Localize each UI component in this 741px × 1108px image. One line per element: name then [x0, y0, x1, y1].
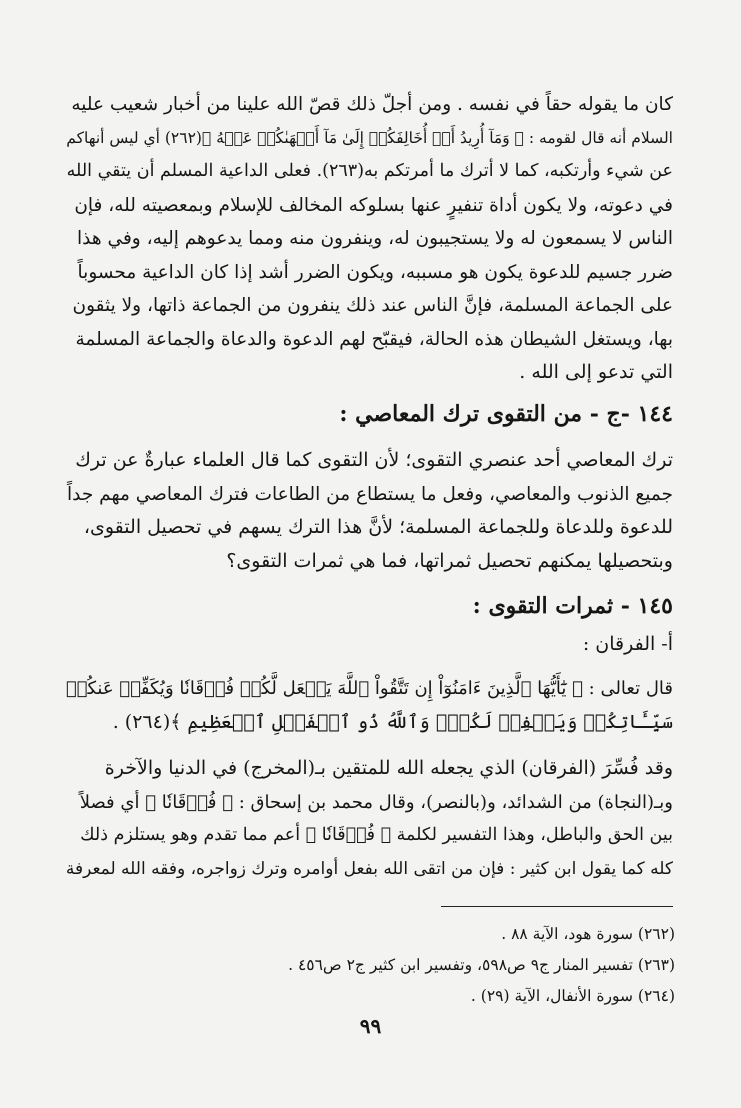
text-line: وبـ(النجاة) من الشدائد، و(بالنصر)، وقال محمد بن إسحاق : ﴿ فُرۡقَانٗا ﴾ أي فصلاً — [79, 791, 673, 813]
text-line: سَيِّـَٔاتِكُمۡ وَيَغۡفِرۡ لَكُمۡۗ وَٱللَّهُ ذُو ٱلۡفَضۡلِ ٱلۡعَظِيمِ ﴾(٢٦٤) . — [112, 710, 673, 733]
text-line: عن شيء وأرتكبه، كما لا أترك ما أمرتكم به(٢٦٣). فعلى الداعية المسلم أن يتقي الله — [66, 161, 673, 181]
paragraph-quran-verse — [66, 672, 673, 739]
paragraph-opening — [66, 88, 673, 390]
section-heading-145: ١٤٥ - ثمرات التقوى : — [472, 593, 673, 619]
text-line: الناس لا يسمعون له ولا يستجيبون له، وينفرون منه ومما يدعوهم إليه، وفي هذا — [77, 228, 673, 249]
text-line: كان ما يقوله حقاً في نفسه . ومن أجلّ ذلك قصّ الله علينا من أخبار شعيب عليه — [71, 94, 673, 115]
footnote-divider — [441, 906, 673, 907]
footnote-263: (٢٦٣) تفسير المنار ج٩ ص٥٩٨، وتفسير ابن كثير ج٢ ص٤٥٦ . — [288, 956, 675, 974]
paragraph-abandoning-sins — [66, 444, 673, 578]
text-line: وقد فُسِّرَ (الفرقان) الذي يجعله الله للمتقين بـ(المخرج) في الدنيا والآخرة — [104, 757, 673, 779]
text-line: التي تدعو إلى الله . — [519, 361, 673, 383]
text-line: ترك المعاصي أحد عنصري التقوى؛ لأن التقوى كما قال العلماء عبارةٌ عن ترك — [75, 449, 673, 471]
text-line: بين الحق والباطل، وهذا التفسير لكلمة ﴿ فُرۡقَانٗا ﴾ أعم مما تقدم وهو يستلزم ذلك — [80, 825, 673, 845]
text-line: للدعوة وللدعاة وللجماعة المسلمة؛ لأنَّ هذا الترك يسهم في تحصيل التقوى، — [83, 516, 673, 538]
footnote-262: (٢٦٢) سورة هود، الآية ٨٨ . — [501, 925, 675, 943]
text-line: السلام أنه قال لقومه : ﴿ وَمَآ أُرِيدُ أَنۡ أُخَالِفَكُمۡ إِلَىٰ مَآ أَنۡهَىٰكُمۡ عَنۡهُ ﴾(٢٦٢) أي ليس أنهاكم — [66, 128, 673, 147]
text-line: بها، ويستغل الشيطان هذه الحالة، فيقبّح لهم الدعوة والدعاة والجماعة المسلمة — [75, 328, 673, 350]
section-heading-144: ١٤٤ -ج - من التقوى ترك المعاصي : — [339, 401, 673, 427]
text-line: كله كما يقول ابن كثير : فإن من اتقى الله بفعل أوامره وترك زواجره، وفقه الله لمعرفة — [66, 858, 673, 879]
text-line: وبتحصيلها يمكنهم تحصيل ثمراتها، فما هي ثمرات التقوى؟ — [226, 549, 673, 572]
footnote-264: (٢٦٤) سورة الأنفال، الآية (٢٩) . — [470, 987, 675, 1005]
text-line: قال تعالى : ﴿ يَٰٓأَيُّهَا ٱلَّذِينَ ءَامَنُوٓاْ إِن تَتَّقُواْ ٱللَّهَ يَجۡعَل لَّكُمۡ فُرۡقَانٗا وَيُكَفِّرۡ عَنكُمۡ — [66, 678, 673, 699]
subheading-al-furqan: أ- الفرقان : — [582, 633, 673, 655]
page-number: ٩٩ — [359, 1014, 382, 1038]
text-line: على الجماعة المسلمة، فإنَّ الناس عند ذلك ينفرون من الجماعة ذاتها، ولا يثقون — [72, 295, 673, 316]
text-line: في دعوته، ولا يكون أداة تنفيرٍ عنها بسلوكه المخالف للإسلام وبمعصيته لله، فإن — [74, 194, 673, 216]
text-line: جميع الذنوب والمعاصي، وفعل ما يستطاع من الطاعات فترك المعاصي مهم جداً — [66, 483, 673, 505]
text-line: ضرر جسيم للدعوة يكون هو مسببه، ويكون الضرر أشد إذا كان الداعية محسوباً — [77, 261, 673, 283]
paragraph-furqan-tafsir — [66, 752, 673, 886]
